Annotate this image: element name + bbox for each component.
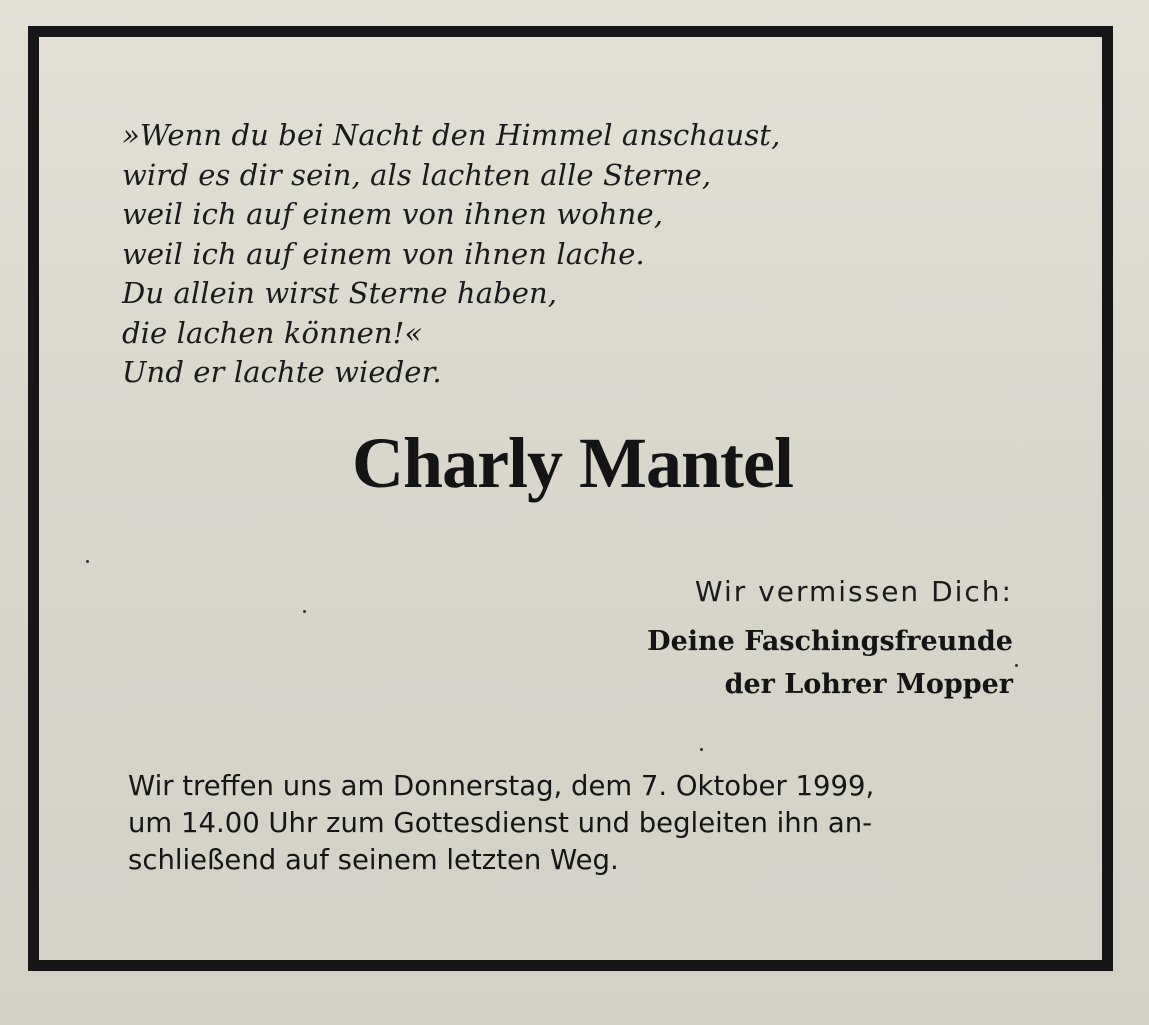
signature: [647, 620, 1013, 706]
quote-line: weil ich auf einem von ihnen wohne,: [122, 197, 664, 231]
funeral-details-line: schließend auf seinem letzten Weg.: [128, 844, 619, 876]
deceased-name-block: [0, 422, 1149, 505]
print-speck: [86, 560, 89, 563]
print-speck: [1015, 664, 1018, 667]
quote-line: wird es dir sein, als lachten alle Sterne,: [122, 157, 712, 192]
signature-line: Deine Faschingsfreunde: [647, 626, 1013, 657]
quote-line: die lachen können!«: [122, 315, 423, 350]
quote-line: Und er lachte wieder.: [122, 355, 442, 389]
print-speck: [303, 610, 306, 613]
print-speck: [700, 748, 703, 751]
funeral-details: [128, 768, 874, 879]
quote-line: »Wenn du bei Nacht den Himmel anschaust,: [122, 118, 781, 152]
miss-line: Wir vermissen Dich:: [694, 575, 1013, 608]
deceased-name: Charly Mantel: [352, 423, 793, 503]
quote-line: weil ich auf einem von ihnen lache.: [122, 236, 645, 271]
funeral-details-line: Wir treffen uns am Donnerstag, dem 7. Oktober 1999,: [128, 770, 875, 802]
funeral-details-line: um 14.00 Uhr zum Gottesdienst und begleiten ihn an-: [128, 807, 873, 839]
poem-quote: [122, 116, 780, 393]
quote-line: Du allein wirst Sterne haben,: [122, 276, 558, 310]
signature-line: der Lohrer Mopper: [724, 669, 1013, 700]
